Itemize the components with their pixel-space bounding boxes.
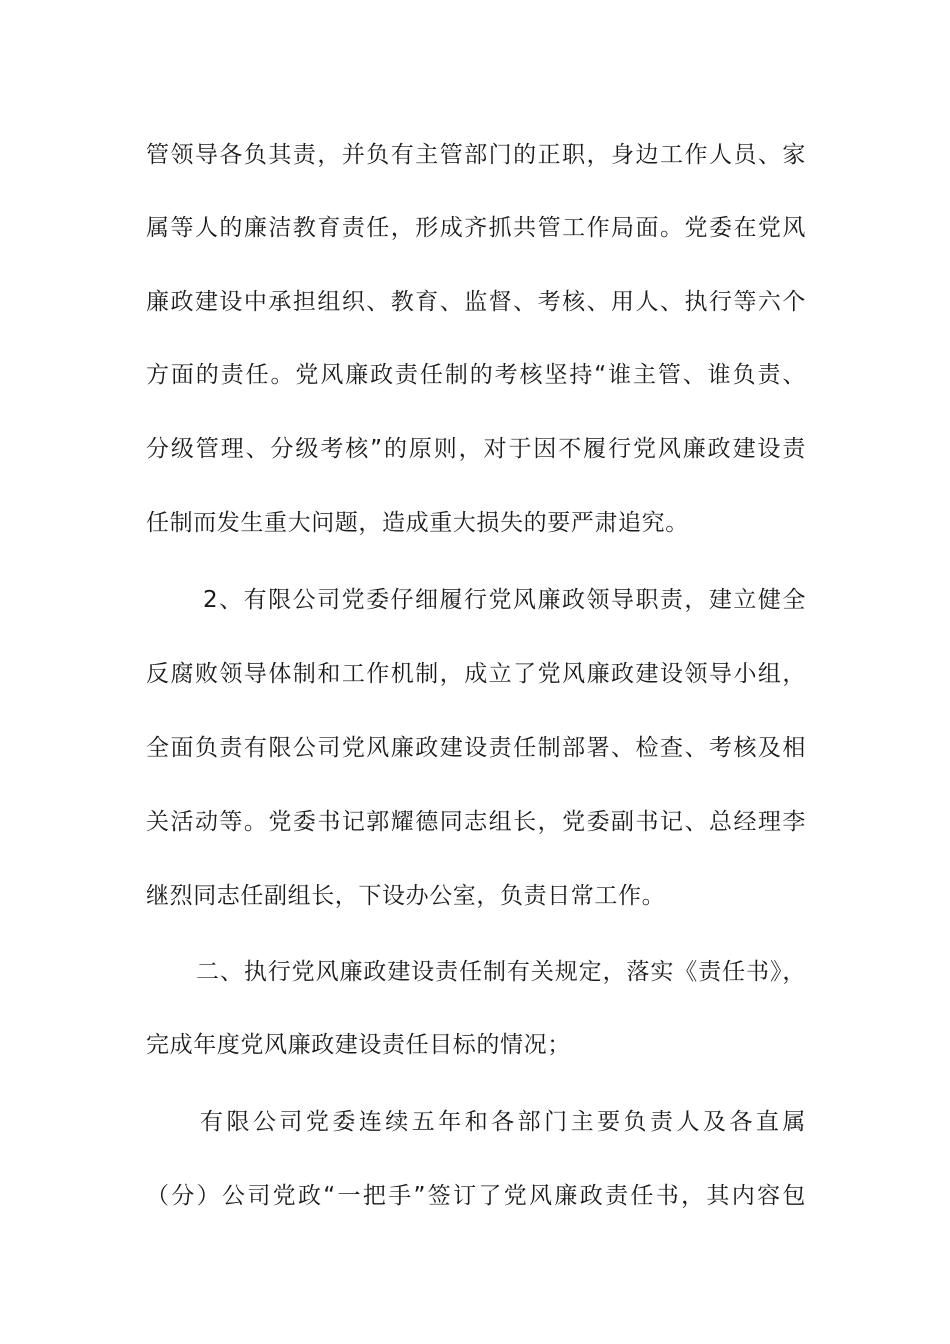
text-line-12: 二、执行党风廉政建设责任制有关规定，落实《责任书》，: [196, 959, 806, 985]
text-line-15: （分）公司党政“一把手”签订了党风廉政责任书，其内容包: [146, 1183, 806, 1209]
text-line-11: 继烈同志任副组长，下设办公室，负责日常工作。: [146, 883, 666, 909]
text-line-2: 属等人的廉洁教育责任，形成齐抓共管工作局面。党委在党风: [146, 215, 806, 241]
text-line-3: 廉政建设中承担组织、教育、监督、考核、用人、执行等六个: [146, 289, 806, 315]
text-line-10: 关活动等。党委书记郭耀德同志组长，党委副书记、总经理李: [146, 809, 806, 835]
text-line-9: 全面负责有限公司党风廉政建设责任制部署、检查、考核及相: [146, 735, 806, 761]
text-line-1: 管领导各负其责，并负有主管部门的正职，身边工作人员、家: [146, 142, 806, 168]
text-line-8: 反腐败领导体制和工作机制，成立了党风廉政建设领导小组，: [146, 661, 806, 687]
text-line-7: 2、有限公司党委仔细履行党风廉政领导职责，建立健全: [203, 587, 806, 613]
text-line-5: 分级管理、分级考核”的原则，对于因不履行党风廉政建设责: [146, 436, 806, 462]
text-line-13: 完成年度党风廉政建设责任目标的情况；: [146, 1032, 571, 1058]
text-line-6: 任制而发生重大问题，造成重大损失的要严肃追究。: [146, 510, 689, 536]
text-line-14: 有限公司党委连续五年和各部门主要负责人及各直属: [200, 1109, 806, 1135]
text-line-4: 方面的责任。党风廉政责任制的考核坚持“谁主管、谁负责、: [146, 362, 806, 388]
